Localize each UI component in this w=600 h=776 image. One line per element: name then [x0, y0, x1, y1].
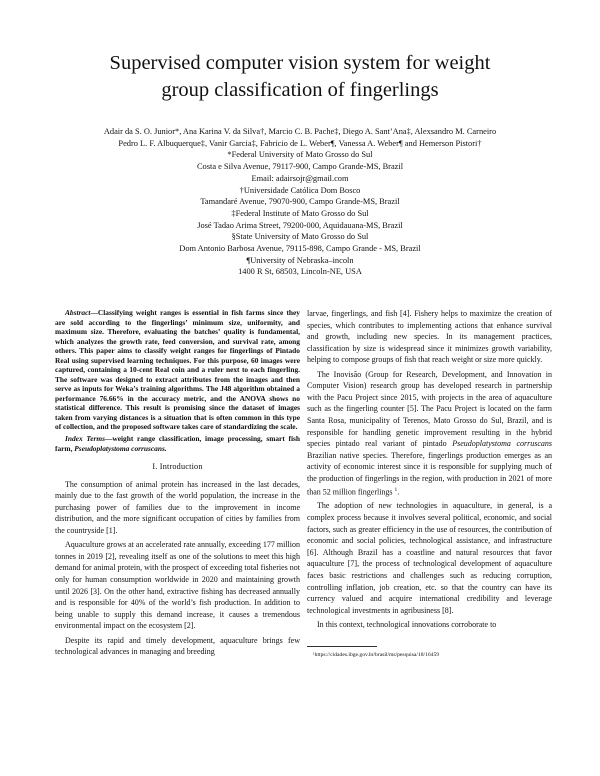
- body-paragraph: In this context, technological innovations corroborate to: [317, 619, 497, 629]
- affiliation-line: Dom Antonio Barbosa Avenue, 79115-898, Campo Grande - MS, Brazil: [179, 244, 421, 254]
- affiliation-line: §State University of Mato Grosso do Sul: [231, 232, 369, 242]
- affiliation-line: Email: adairsojr@gmail.com: [251, 173, 349, 183]
- affiliation-line: *Federal University of Mato Grosso do Sul: [227, 150, 373, 160]
- right-column: [307, 308, 552, 659]
- body-paragraph: Despite its rapid and timely development, aquaculture brings few technological advances in managing and breeding: [55, 635, 300, 657]
- author-block: [40, 126, 560, 278]
- paragraph-text: .: [397, 487, 400, 497]
- abstract-label: Abstract: [65, 308, 91, 317]
- affiliation-line: 1400 R St, 68503, Lincoln-NE, USA: [238, 267, 362, 277]
- body-paragraph: larvae, fingerlings, and fish [4]. Fishery helps to maximize the creation of species, which contributes to implementing actions that enhance survival and growth, including new species. In its management practices, classification by size is widespread since it minimizes growth variability, helping to compose groups of fish that reach weight or size more quickly.: [307, 309, 552, 365]
- body-paragraph: Aquaculture grows at an accelerated rate annually, exceeding 177 million tonnes in 2019 [2], revealing itself as one of the solutions to meet this high demand for animal protein, with the prospect of exceeding total fisheries not only for human consumption worldwide in 2020 and maintaining growth until 2026 [3]. On the other hand, extractive fishing has decreased annually and is responsible for 40% of the world’s fish production. In addition to being unable to supply this demand increase, it causes a tremendous environmental impact on the ecosystem [2].: [55, 540, 300, 631]
- body-paragraph: The adoption of new technologies in aquaculture, in general, is a complex process because it involves several political, economic, and social factors, such as greater efficiency in the use of resources, the contribution of economic and social policies, technological assistance, and infrastructure [6]. Although Brazil has a coastline and natural resources that favor aquaculture [7], the process of technological development of aquaculture faces basic restrictions and challenges such as reducing corruption, controlling inflation, job creation, etc. so that the country can have its currency valued and acquire international credibility and leverage technological investments in agribusiness [8].: [307, 501, 552, 615]
- index-terms: [55, 434, 300, 453]
- author-line-2: Pedro L. F. Albuquerque‡, Vanir Garcia‡, Fabricio de L. Weber¶, Vanessa A. Weber¶ and Hemerson Pistori†: [118, 138, 482, 148]
- abstract: [55, 308, 300, 432]
- species-name: Pseudoplatystoma corruscans.: [74, 443, 167, 453]
- section-heading: I. Introduction: [152, 462, 203, 472]
- title-line-1: Supervised computer vision system for weight: [109, 52, 491, 74]
- author-line-1: Adair da S. O. Junior*, Ana Karina V. da Silva†, Marcio C. B. Pache‡, Diego A. Sant’Ana‡, Alexsandro M. Carneiro: [103, 127, 497, 136]
- affiliation-line: †Universidade Católica Dom Bosco: [239, 185, 361, 195]
- index-terms-text: —weight range classification, image processing, smart fish farm,: [55, 434, 301, 453]
- body-paragraph: The consumption of animal protein has increased in the last decades, mainly due to the fast growth of the world population, the increase in the purchasing power of families due to the improvement in income distribution, and the more significant occupation of cities by families from the countryside [1].: [55, 479, 300, 536]
- index-terms-label: Index Terms: [65, 434, 105, 444]
- paragraph-text: The Inovisão (Group for Research, Development, and Innovation in Computer Vision) research group has developed research in partnership with the Pacu Project since 2015, with projects in the area of aquaculture such as the fingerling counter [5]. The Pacu Project is located on the farm Santa Rosa, municipality of Terenos, Mato Grosso do Sul, Brazil, and is responsible for handling genetic improvement resulting in the hybrid species pintado real variant of pintado: [307, 369, 552, 449]
- affiliation-line: ‡Federal Institute of Mato Grosso do Sul: [231, 208, 369, 218]
- left-column: [55, 308, 300, 660]
- abstract-text: —Classifying weight ranges is essential in fish farms since they are sold according to the fingerlings’ minimum size, uniformity, and maximum size. Therefore, evaluating the batches’ quality is fundamental, which analyzes the growth rate, feed conversion, and survival rate, among others. This paper aims to classify weight ranges for fingerlings of Pintado Real using supervised learning techniques. For this purpose, 60 images were captured, containing a 10-cent Real coin and a ruler next to each fingerling. The software was designed to extract attributes from the images and then serve as inputs for Weka’s training algorithms. The J48 algorithm obtained a performance 76.66% in the accuracy metric, and the ANOVA shows no statistical difference. This result is promising since the dataset of images taken from varying distances is a situation that is often common in this type of collection, and the proposed software takes care of standardizing the scale.: [55, 308, 300, 431]
- footnote[interactable]: ¹https://cidades.ibge.gov.br/brasil/ms/pesquisa/18/16459: [313, 652, 440, 659]
- title-line-2: group classification of fingerlings: [161, 79, 439, 101]
- affiliation-line: ¶University of Nebraska–incoln: [246, 255, 354, 265]
- affiliation-line: Tamandaré Avenue, 79070-900, Campo Grande-MS, Brazil: [200, 197, 400, 207]
- affiliation-line: Costa e Silva Avenue, 79117-900, Campo Grande-MS, Brazil: [196, 162, 404, 172]
- affiliation-line: José Tadao Arima Street, 79200-000, Aquidauana-MS, Brazil: [197, 220, 403, 230]
- paragraph-text: Brazilian native species. Therefore, fingerlings production emerges as an activity of economic interest since it is responsible for supplying much of the production of fingerlings in the region, with production in 2021 of more than 52 million fingerlings: [307, 450, 552, 497]
- species-name: Pseudoplatystoma corruscans: [452, 439, 552, 449]
- footnote-divider: [307, 646, 377, 647]
- paper-title: [40, 50, 560, 104]
- footnote-mark[interactable]: 1: [394, 486, 398, 493]
- body-paragraph: [307, 369, 552, 498]
